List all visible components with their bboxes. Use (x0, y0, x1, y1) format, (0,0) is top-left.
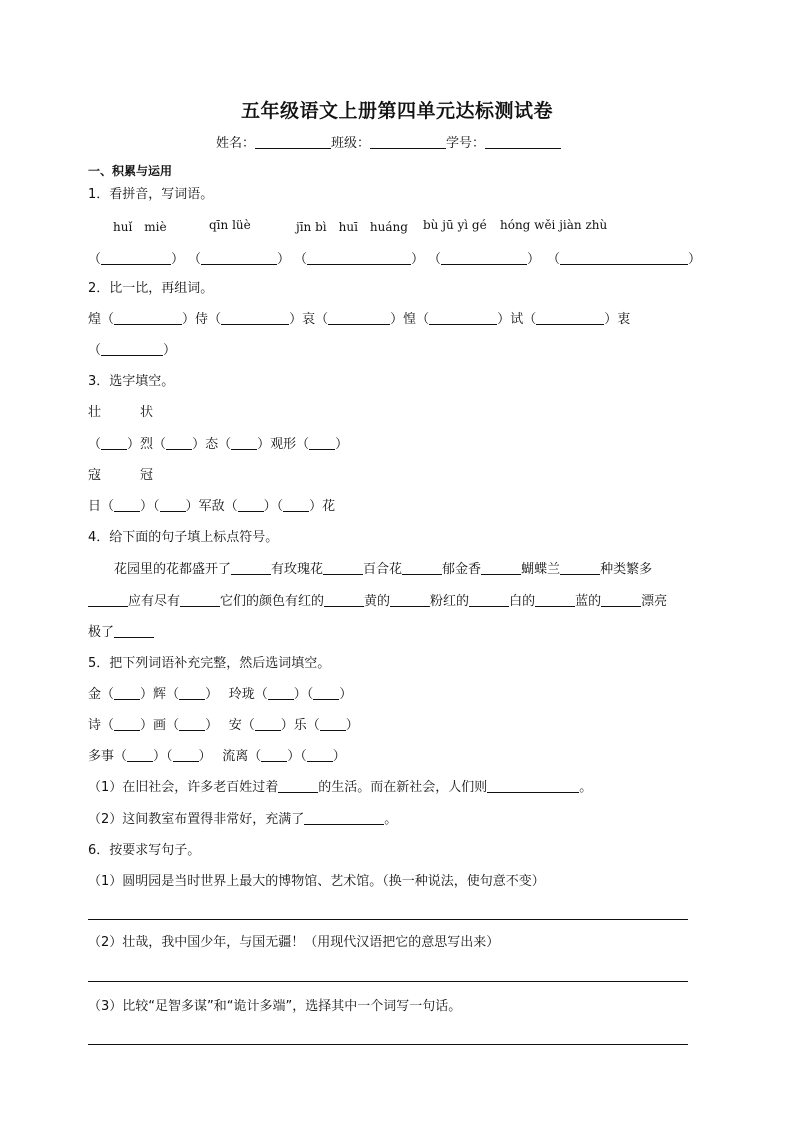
char-6: 衷 (617, 312, 631, 327)
question-3-prompt: 3．选字填空。 (88, 374, 175, 389)
blank[interactable] (114, 717, 140, 731)
answer-box-4[interactable]: （ ） (428, 252, 541, 267)
word-part: 金 (88, 687, 102, 702)
blank[interactable] (320, 717, 346, 731)
blank[interactable] (402, 561, 442, 575)
text-seg: 粉红的 (430, 594, 470, 609)
pinyin-5: hóng wěi jiàn zhù (500, 218, 608, 232)
section-heading: 一、积累与运用 (88, 164, 173, 178)
blank[interactable] (166, 436, 192, 450)
question-2-row-2: （ ） (88, 343, 177, 358)
answer-line-1[interactable] (88, 919, 688, 920)
char-2: 侍 (195, 312, 209, 327)
word-part: 玲珑 (228, 687, 255, 702)
blank[interactable] (313, 686, 339, 700)
blank[interactable] (160, 498, 186, 512)
blank[interactable] (231, 561, 271, 575)
question-1-prompt: 1．看拼音，写词语。 (88, 187, 214, 202)
idiom-row-2: 诗（ ）画（ ） 安（ ）乐（ ） (88, 718, 359, 733)
question-3-row-2: 日（ ）（ ）军敌（ ）（ ）花 (88, 499, 336, 514)
answer-box-5[interactable]: （ ） (547, 252, 702, 267)
blank[interactable] (231, 436, 257, 450)
word-part: 军敌 (198, 499, 225, 514)
name-label: 姓名： (216, 136, 256, 151)
blank[interactable] (179, 717, 205, 731)
blank[interactable] (309, 436, 335, 450)
name-field[interactable] (255, 135, 331, 149)
rewrite-task-3: （3）比较“足智多谋”和“诡计多端”，选择其中一个词写一句话。 (88, 999, 462, 1014)
question-3-row-1: （ ）烈（ ）态（ ）观形（ ） (88, 437, 349, 452)
word-part: 观形 (270, 437, 297, 452)
punctuation-line-1 (88, 561, 652, 579)
question-6-prompt: 6．按要求写句子。 (88, 843, 201, 858)
char-pair-1: 壮 状 (88, 405, 154, 420)
char-3: 哀 (302, 312, 316, 327)
char-pair-2: 寇 冠 (88, 468, 154, 483)
pinyin-1: huǐ miè (113, 220, 167, 234)
text-seg: 它们的颜色有红的 (220, 594, 325, 609)
answer-box-1[interactable]: （ ） (88, 252, 185, 267)
punctuation-line-3 (88, 624, 154, 642)
word-part: 多事 (88, 749, 115, 764)
word-part: 流离 (222, 749, 249, 764)
text-seg: 应有尽有 (128, 594, 181, 609)
word-part: 乐 (293, 718, 307, 733)
text-seg: 极了 (88, 625, 115, 640)
blank[interactable] (487, 779, 579, 793)
text-seg: 有玫瑰花 (271, 562, 324, 577)
text-seg: 漂亮 (641, 594, 668, 609)
id-field[interactable] (485, 135, 561, 149)
rewrite-task-1: （1）圆明园是当时世界上最大的博物馆、艺术馆。（换一种说法，使句意不变） (88, 874, 545, 889)
word-part: 烈 (140, 437, 154, 452)
sentence-text: 的生活。而在新社会，人们则 (318, 780, 488, 795)
blank[interactable] (255, 717, 281, 731)
word-part: 花 (322, 499, 336, 514)
blank[interactable] (114, 311, 182, 325)
punctuation-line-2 (88, 593, 667, 611)
blank[interactable] (601, 593, 641, 607)
blank[interactable] (180, 593, 220, 607)
text-seg: 蝴蝶兰 (521, 562, 561, 577)
sentence-text: （2）这间教室布置得非常好，充满了 (88, 812, 305, 827)
question-4-prompt: 4．给下面的句子填上标点符号。 (88, 530, 279, 545)
class-label: 班级： (331, 136, 371, 151)
blank[interactable] (101, 342, 163, 356)
char-5: 试 (510, 312, 524, 327)
text-seg: 蓝的 (575, 594, 602, 609)
blank[interactable] (101, 436, 127, 450)
char-1: 煌 (88, 312, 102, 327)
text-seg: 郁金香 (442, 562, 482, 577)
text-seg: 花园里的花都盛开了 (114, 562, 232, 577)
answer-box-2[interactable]: （ ） (188, 252, 291, 267)
word-part: 画 (153, 718, 167, 733)
blank[interactable] (390, 593, 430, 607)
blank[interactable] (268, 686, 294, 700)
word-part: 态 (205, 437, 219, 452)
blank[interactable] (560, 561, 600, 575)
idiom-row-3: 多事（ ）（ ） 流离（ ）（ ） (88, 749, 346, 764)
blank[interactable] (127, 748, 153, 762)
pinyin-3: jīn bì huī huáng (296, 220, 408, 234)
student-info (216, 135, 561, 153)
answer-line-2[interactable] (88, 981, 688, 982)
idiom-row-1: 金（ ）辉（ ） 玲珑（ ）（ ） (88, 687, 353, 702)
answer-box-3[interactable]: （ ） (294, 252, 425, 267)
blank[interactable] (221, 311, 289, 325)
blank[interactable] (173, 748, 199, 762)
blank[interactable] (114, 686, 140, 700)
pinyin-2: qīn lüè (209, 218, 251, 232)
blank[interactable] (324, 593, 364, 607)
blank[interactable] (261, 748, 287, 762)
blank[interactable] (535, 593, 575, 607)
word-part: 安 (228, 718, 242, 733)
fill-sentence-1 (88, 779, 592, 797)
answer-line-3[interactable] (88, 1044, 688, 1045)
text-seg: 黄的 (364, 594, 391, 609)
sentence-text: （1）在旧社会，许多老百姓过着 (88, 780, 279, 795)
blank[interactable] (469, 593, 509, 607)
blank[interactable] (323, 561, 363, 575)
blank[interactable] (307, 748, 333, 762)
word-part: 辉 (153, 687, 167, 702)
text-seg: 百合花 (363, 562, 403, 577)
blank[interactable] (179, 686, 205, 700)
blank[interactable] (238, 498, 264, 512)
question-5-prompt: 5．把下列词语补充完整，然后选词填空。 (88, 656, 331, 671)
word-part: 诗 (88, 718, 102, 733)
class-field[interactable] (370, 135, 446, 149)
blank[interactable] (283, 498, 309, 512)
blank[interactable] (304, 811, 384, 825)
blank[interactable] (429, 311, 497, 325)
question-2-prompt: 2．比一比，再组词。 (88, 281, 214, 296)
text-seg: 白的 (509, 594, 536, 609)
question-2-row: 煌（ ）侍（ ）哀（ ）惶（ ）试（ ）衷 (88, 312, 631, 327)
sentence-text: 。 (384, 812, 398, 827)
word-part: 日 (88, 499, 102, 514)
blank[interactable] (328, 311, 390, 325)
rewrite-task-2: （2）壮哉，我中国少年，与国无疆！（用现代汉语把它的意思写出来） (88, 935, 500, 950)
fill-sentence-2 (88, 811, 397, 829)
char-4: 惶 (403, 312, 417, 327)
blank[interactable] (114, 498, 140, 512)
blank[interactable] (278, 779, 318, 793)
sentence-text: 。 (579, 780, 593, 795)
blank[interactable] (114, 624, 154, 638)
id-label: 学号： (446, 136, 486, 151)
blank[interactable] (88, 593, 128, 607)
text-seg: 种类繁多 (600, 562, 653, 577)
blank[interactable] (481, 561, 521, 575)
page-title: 五年级语文上册第四单元达标测试卷 (240, 100, 553, 122)
blank[interactable] (536, 311, 604, 325)
pinyin-4: bù jū yì gé (423, 218, 487, 232)
